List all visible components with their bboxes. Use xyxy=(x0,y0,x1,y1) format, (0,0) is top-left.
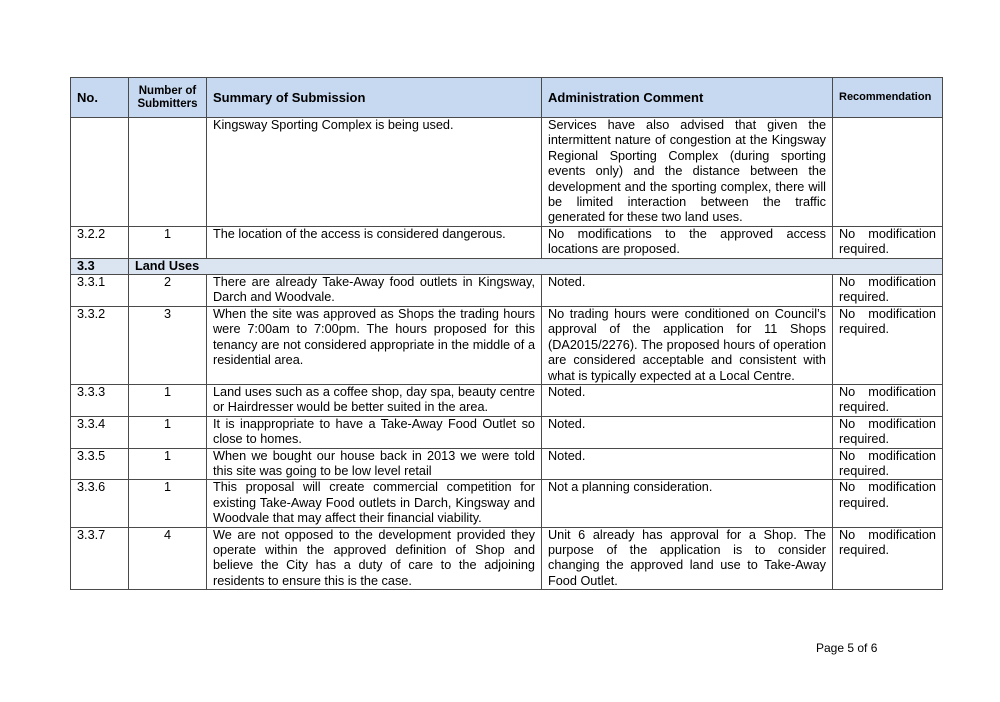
cell-submitters: 4 xyxy=(129,527,207,590)
cell-submitters: 1 xyxy=(129,384,207,416)
section-row-land-uses xyxy=(71,258,943,274)
table-row xyxy=(71,306,943,384)
cell-submitters xyxy=(129,118,207,227)
cell-comment: No trading hours were conditioned on Council’s approval of the application for 11 Shops (DA2015/2276). The proposed hours of operation are considered acceptable and consistent with what is typically expected at a Local Centre. xyxy=(542,306,833,384)
cell-summary: The location of the access is considered dangerous. xyxy=(207,226,542,258)
cell-recommendation: No modification required. xyxy=(833,275,943,307)
cell-no: 3.3.2 xyxy=(71,306,129,384)
cell-recommendation: No modification required. xyxy=(833,480,943,527)
cell-comment: Services have also advised that given the intermittent nature of congestion at the Kingsway Regional Sporting Complex (during sporting events only) and the distance between the development and the sporting complex, there will be limited interaction between the traffic generated for these two land uses. xyxy=(542,118,833,227)
cell-summary: When the site was approved as Shops the trading hours were 7:00am to 7:00pm. The hours proposed for this tenancy are not considered appropriate in the middle of a residential area. xyxy=(207,306,542,384)
cell-submitters: 1 xyxy=(129,448,207,480)
header-recommendation: Recommendation xyxy=(833,78,943,118)
section-number: 3.3 xyxy=(71,258,129,274)
cell-recommendation xyxy=(833,118,943,227)
cell-recommendation: No modification required. xyxy=(833,384,943,416)
section-title: Land Uses xyxy=(129,258,943,274)
cell-submitters: 2 xyxy=(129,275,207,307)
table-row xyxy=(71,527,943,590)
cell-no: 3.3.6 xyxy=(71,480,129,527)
table-row xyxy=(71,226,943,258)
table-row xyxy=(71,118,943,227)
header-no: No. xyxy=(71,78,129,118)
cell-summary: We are not opposed to the development provided they operate within the approved definition of Shop and believe the City has a duty of care to the adjoining residents to ensure this is the case. xyxy=(207,527,542,590)
table-header-row xyxy=(71,78,943,118)
table-row xyxy=(71,275,943,307)
cell-summary: When we bought our house back in 2013 we were told this site was going to be low level retail xyxy=(207,448,542,480)
cell-no: 3.3.3 xyxy=(71,384,129,416)
cell-comment: Unit 6 already has approval for a Shop. The purpose of the application is to consider changing the approved land use to Take-Away Food Outlet. xyxy=(542,527,833,590)
cell-no: 3.3.4 xyxy=(71,416,129,448)
cell-submitters: 1 xyxy=(129,416,207,448)
table-row xyxy=(71,384,943,416)
cell-summary: There are already Take-Away food outlets in Kingsway, Darch and Woodvale. xyxy=(207,275,542,307)
table-row xyxy=(71,416,943,448)
header-submitters: Number of Submitters xyxy=(129,78,207,118)
cell-comment: No modifications to the approved access locations are proposed. xyxy=(542,226,833,258)
cell-summary: It is inappropriate to have a Take-Away Food Outlet so close to homes. xyxy=(207,416,542,448)
cell-recommendation: No modification required. xyxy=(833,416,943,448)
cell-recommendation: No modification required. xyxy=(833,226,943,258)
cell-comment: Not a planning consideration. xyxy=(542,480,833,527)
cell-submitters: 1 xyxy=(129,480,207,527)
cell-summary: This proposal will create commercial competition for existing Take-Away Food outlets in Darch, Kingsway and Woodvale that may affect their financial viability. xyxy=(207,480,542,527)
header-comment: Administration Comment xyxy=(542,78,833,118)
cell-comment: Noted. xyxy=(542,448,833,480)
cell-comment: Noted. xyxy=(542,384,833,416)
cell-no: 3.3.7 xyxy=(71,527,129,590)
cell-no: 3.3.1 xyxy=(71,275,129,307)
cell-no: 3.2.2 xyxy=(71,226,129,258)
submissions-table xyxy=(70,77,943,590)
cell-submitters: 1 xyxy=(129,226,207,258)
cell-no: 3.3.5 xyxy=(71,448,129,480)
cell-comment: Noted. xyxy=(542,416,833,448)
cell-summary: Land uses such as a coffee shop, day spa, beauty centre or Hairdresser would be better suited in the area. xyxy=(207,384,542,416)
table-row xyxy=(71,448,943,480)
cell-summary: Kingsway Sporting Complex is being used. xyxy=(207,118,542,227)
cell-recommendation: No modification required. xyxy=(833,306,943,384)
cell-recommendation: No modification required. xyxy=(833,527,943,590)
cell-submitters: 3 xyxy=(129,306,207,384)
cell-comment: Noted. xyxy=(542,275,833,307)
header-summary: Summary of Submission xyxy=(207,78,542,118)
table-row xyxy=(71,480,943,527)
cell-recommendation: No modification required. xyxy=(833,448,943,480)
page-number: Page 5 of 6 xyxy=(816,641,878,655)
cell-no xyxy=(71,118,129,227)
